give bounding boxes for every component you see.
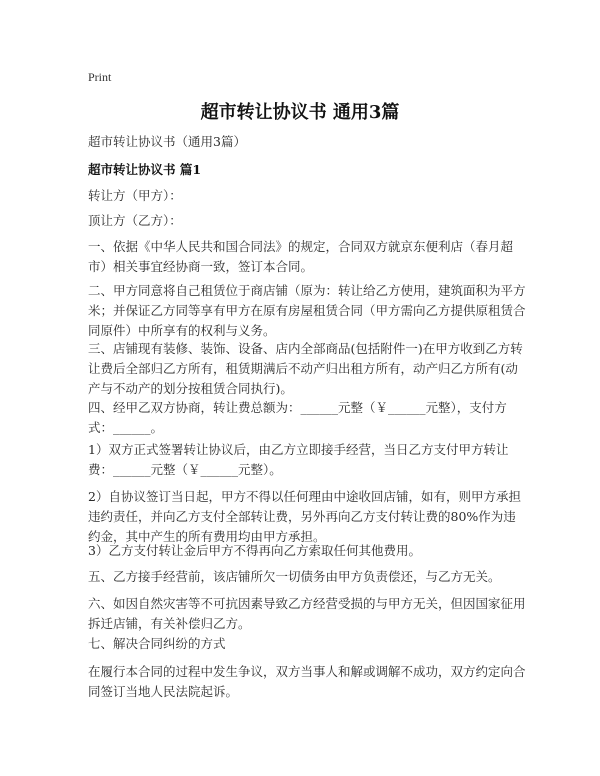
paragraph-clause-1: 一、依据《中华人民共和国合同法》的规定，合同双方就京东便利店（春月超市）相关事宜经协商一致，签订本合同。 xyxy=(88,239,514,274)
paragraph-item-3: 3）乙方支付转让金后甲方不得再向乙方索取任何其他费用。 xyxy=(88,543,421,558)
paragraph-clause-5: 五、乙方接手经营前，该店铺所欠一切债务由甲方负责偿还，与乙方无关。 xyxy=(88,569,501,584)
paragraph-transferor: 转让方（甲方）： xyxy=(88,188,182,203)
paragraph-clause-2: 二、甲方同意将自己租赁位于商店铺（原为：转让给乙方使用，建筑面积为平方米；并保证乙方同等享有甲方在原有房屋租赁合同（甲方需向乙方提供原租赁合同原件）中所享有的权利与义务。 xyxy=(88,283,526,338)
paragraph-dispute-resolution: 在履行本合同的过程中发生争议，双方当事人和解或调解不成功，双方约定向合同签订当地人民法院起诉。 xyxy=(88,664,526,699)
paragraph-transferee: 顶让方（乙方）： xyxy=(88,213,182,228)
paragraph-item-2: 2）自协议签订当日起，甲方不得以任何理由中途收回店铺，如有，则甲方承担违约责任，并向乙方支付全部转让费，另外再向乙方支付转让费的80%作为违约金，其中产生的所有费用均由甲方承担。 xyxy=(88,489,521,544)
paragraph-clause-3: 三、店铺现有装修、装饰、设备、店内全部商品(包括附件一)在甲方收到乙方转让费后全部归乙方所有，租赁期满后不动产归出租方所有，动产归乙方所有(动产与不动产的划分按租赁合同执行)。 xyxy=(88,341,523,396)
section-heading: 超市转让协议书 篇1 xyxy=(88,162,202,177)
paragraph-item-1: 1）双方正式签署转让协议后，由乙方立即接手经营，当日乙方支付甲方转让费：______元整（￥______元整）。 xyxy=(88,442,509,477)
paragraph-clause-7-heading: 七、解决合同纠纷的方式 xyxy=(88,636,226,651)
paragraph-clause-6: 六、如因自然灾害等不可抗因素导致乙方经营受损的与甲方无关，但因国家征用拆迁店铺，有关补偿归乙方。 xyxy=(88,596,526,631)
paragraph-clause-4: 四、经甲乙双方协商，转让费总额为：______元整（￥______元整），支付方式：______。 xyxy=(88,400,507,435)
print-link[interactable]: Print xyxy=(88,70,112,84)
document-title: 超市转让协议书 通用3篇 xyxy=(200,102,400,123)
document-subtitle: 超市转让协议书（通用3篇） xyxy=(88,134,246,149)
